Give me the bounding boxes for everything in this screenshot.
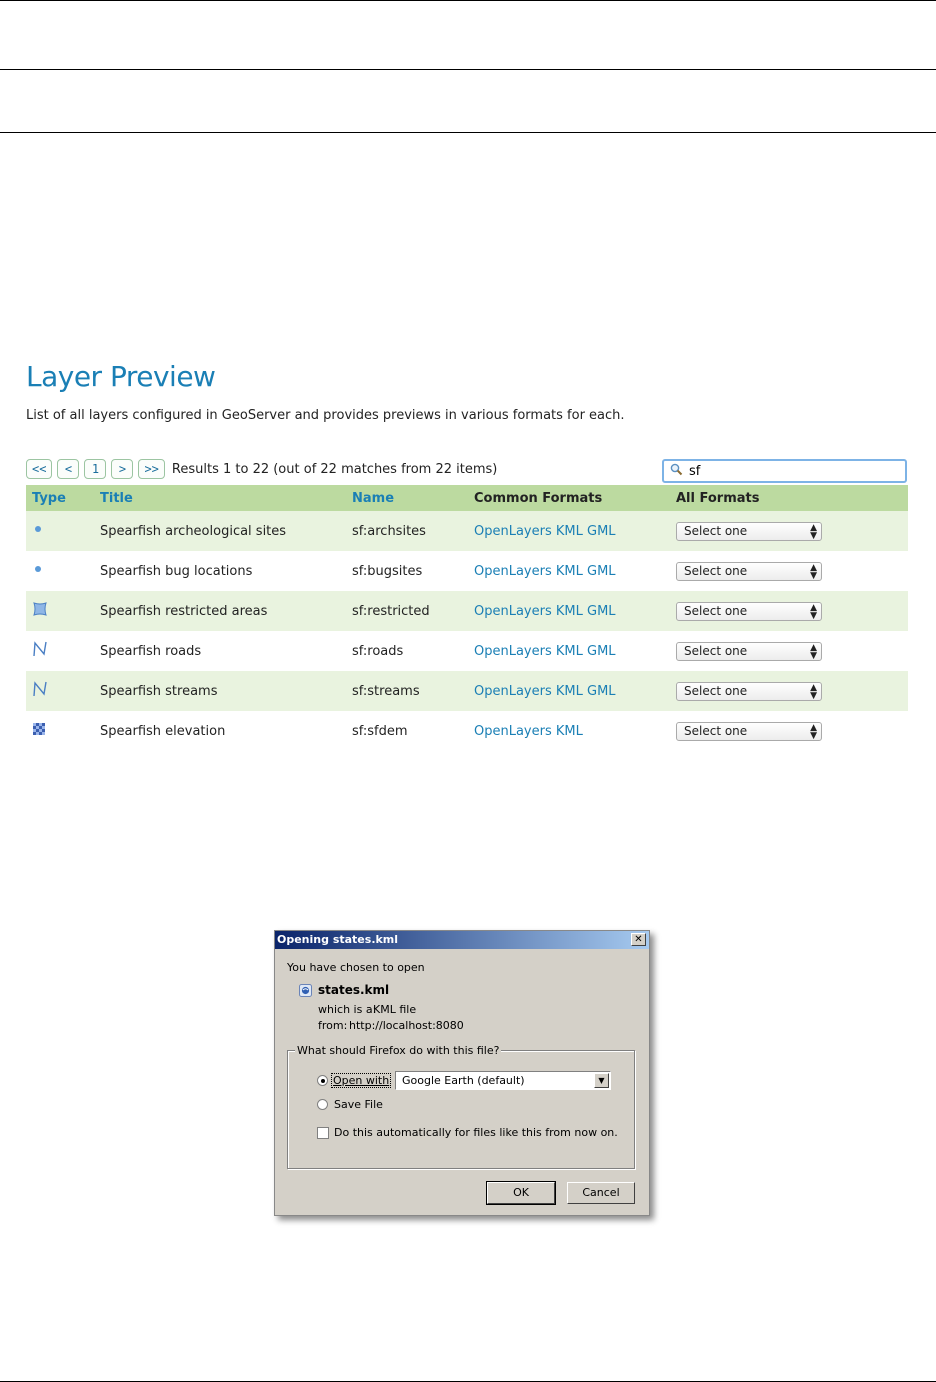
all-formats-cell (670, 671, 908, 711)
pager-last-button[interactable]: >> (138, 459, 164, 479)
open-with-value: Google Earth (default) (402, 1074, 525, 1087)
dialog-intro: You have chosen to open (287, 961, 425, 974)
table-header-row (26, 485, 908, 511)
from-label: from: (318, 1019, 348, 1032)
gml-link[interactable]: GML (587, 643, 616, 659)
save-file-label[interactable]: Save File (334, 1098, 383, 1111)
header-bottom-rule (0, 132, 936, 133)
ok-button[interactable]: OK (487, 1182, 555, 1204)
top-rule (0, 0, 936, 1)
select-value: Select one (684, 563, 748, 578)
all-formats-cell (670, 511, 908, 551)
from-value: http://localhost:8080 (349, 1019, 464, 1032)
layer-title: Spearfish streams (94, 671, 350, 711)
page-title: Layer Preview (26, 360, 216, 393)
select-arrows-icon: ▲ ▼ (810, 602, 817, 621)
layer-title: Spearfish bug locations (100, 563, 253, 579)
all-formats-cell (670, 711, 908, 751)
dialog-filename: states.kml (318, 983, 390, 997)
all-formats-select[interactable] (676, 682, 822, 701)
close-icon[interactable]: ✕ (631, 933, 646, 946)
chevron-down-icon[interactable]: ▼ (594, 1073, 609, 1088)
column-header-title[interactable]: Title (94, 485, 350, 511)
layers-table (26, 485, 908, 751)
line-icon (32, 680, 48, 702)
kml-link[interactable]: KML (555, 643, 583, 659)
pager-next-button[interactable]: > (111, 459, 133, 479)
dialog-title: Opening states.kml (277, 933, 399, 946)
gml-link[interactable]: GML (587, 563, 616, 579)
which-is-label: which is a: (318, 1003, 377, 1016)
all-formats-cell (670, 591, 908, 631)
table-row (26, 671, 908, 711)
pager-page-1-button[interactable]: 1 (84, 459, 106, 479)
all-formats-select[interactable] (676, 562, 822, 581)
search-icon (670, 463, 683, 480)
type-cell (26, 631, 94, 671)
type-cell (26, 591, 94, 631)
dialog-titlebar[interactable] (275, 931, 649, 949)
all-formats-cell (670, 631, 908, 671)
common-formats (468, 631, 670, 671)
search-box[interactable] (662, 459, 907, 483)
type-cell (26, 671, 94, 711)
common-formats (468, 711, 670, 751)
point-icon (32, 523, 44, 539)
all-formats-select[interactable] (676, 722, 822, 741)
pager-prev-button[interactable]: < (57, 459, 79, 479)
layer-name: sf:sfdem (352, 723, 408, 739)
opening-file-dialog (274, 930, 650, 1216)
table-row (26, 591, 908, 631)
column-header-all-formats: All Formats (670, 485, 908, 511)
cancel-button[interactable]: Cancel (567, 1182, 635, 1204)
layer-name: sf:restricted (350, 591, 468, 631)
layer-name: sf:streams (350, 671, 468, 711)
gml-link[interactable]: GML (587, 683, 616, 699)
openlayers-link[interactable]: OpenLayers (474, 563, 552, 579)
line-icon (32, 640, 48, 662)
select-arrows-icon: ▲ ▼ (810, 522, 817, 541)
select-arrows-icon: ▲ ▼ (810, 562, 817, 581)
raster-icon (32, 722, 46, 740)
header-rule (0, 69, 936, 70)
openlayers-link[interactable]: OpenLayers (474, 683, 552, 699)
auto-action-checkbox[interactable] (317, 1127, 329, 1139)
common-formats (468, 671, 670, 711)
layer-title: Spearfish archeological sites (94, 511, 350, 551)
layer-title: Spearfish restricted areas (94, 591, 350, 631)
select-value: Select one (684, 643, 748, 658)
select-arrows-icon: ▲ ▼ (810, 642, 817, 661)
type-cell (26, 551, 94, 591)
save-file-radio[interactable] (317, 1099, 328, 1110)
layer-name: sf:roads (352, 643, 404, 659)
open-with-select[interactable] (395, 1071, 611, 1090)
radio-selected-dot (321, 1079, 325, 1083)
table-row (26, 631, 908, 671)
layer-title: Spearfish roads (100, 643, 202, 659)
type-cell (26, 511, 94, 551)
openlayers-link[interactable]: OpenLayers (474, 523, 552, 539)
select-value: Select one (684, 723, 748, 738)
common-formats (468, 511, 670, 551)
kml-link[interactable]: KML (555, 723, 583, 739)
column-header-common-formats: Common Formats (468, 485, 670, 511)
select-value: Select one (684, 603, 748, 618)
openlayers-link[interactable]: OpenLayers (474, 723, 552, 739)
action-group-label: What should Firefox do with this file? (297, 1044, 500, 1057)
results-count: Results 1 to 22 (out of 22 matches from 22 items) (171, 461, 498, 477)
table-row (26, 511, 908, 551)
openlayers-link[interactable]: OpenLayers (474, 643, 552, 659)
table-row (26, 711, 908, 751)
layer-name: sf:archsites (350, 511, 468, 551)
layer-title: Spearfish elevation (100, 723, 226, 739)
select-arrows-icon: ▲ ▼ (810, 682, 817, 701)
kml-link[interactable]: KML (555, 603, 583, 619)
kml-link[interactable]: KML (555, 563, 583, 579)
column-header-type[interactable]: Type (26, 485, 94, 511)
column-header-name[interactable]: Name (350, 485, 468, 511)
pager (26, 458, 497, 480)
select-value: Select one (684, 683, 748, 698)
polygon-icon (32, 601, 48, 621)
table-row (26, 551, 908, 591)
gml-link[interactable]: GML (587, 523, 616, 539)
kml-file-icon (299, 984, 312, 1000)
open-with-radio[interactable] (317, 1075, 328, 1086)
type-cell (26, 711, 94, 751)
kml-link[interactable]: KML (555, 683, 583, 699)
openlayers-link[interactable]: OpenLayers (474, 603, 552, 619)
open-with-text: Open with (333, 1074, 390, 1087)
search-input[interactable] (689, 464, 889, 479)
select-value: Select one (684, 523, 748, 538)
select-arrows-icon: ▲ ▼ (810, 722, 817, 741)
which-is-value: KML file (373, 1003, 417, 1016)
all-formats-select[interactable] (676, 602, 822, 621)
pager-first-button[interactable]: << (26, 459, 52, 479)
common-formats (468, 591, 670, 631)
all-formats-cell (670, 551, 908, 591)
open-with-label[interactable] (332, 1074, 390, 1087)
all-formats-select[interactable] (676, 642, 822, 661)
layer-name: sf:bugsites (352, 563, 423, 579)
auto-action-label[interactable]: Do this automatically for files like this from now on. (334, 1126, 618, 1139)
page-description: List of all layers configured in GeoServer and provides previews in various formats for each. (26, 408, 625, 423)
all-formats-select[interactable] (676, 522, 822, 541)
kml-link[interactable]: KML (555, 523, 583, 539)
common-formats (468, 551, 670, 591)
point-icon (32, 563, 44, 579)
gml-link[interactable]: GML (587, 603, 616, 619)
